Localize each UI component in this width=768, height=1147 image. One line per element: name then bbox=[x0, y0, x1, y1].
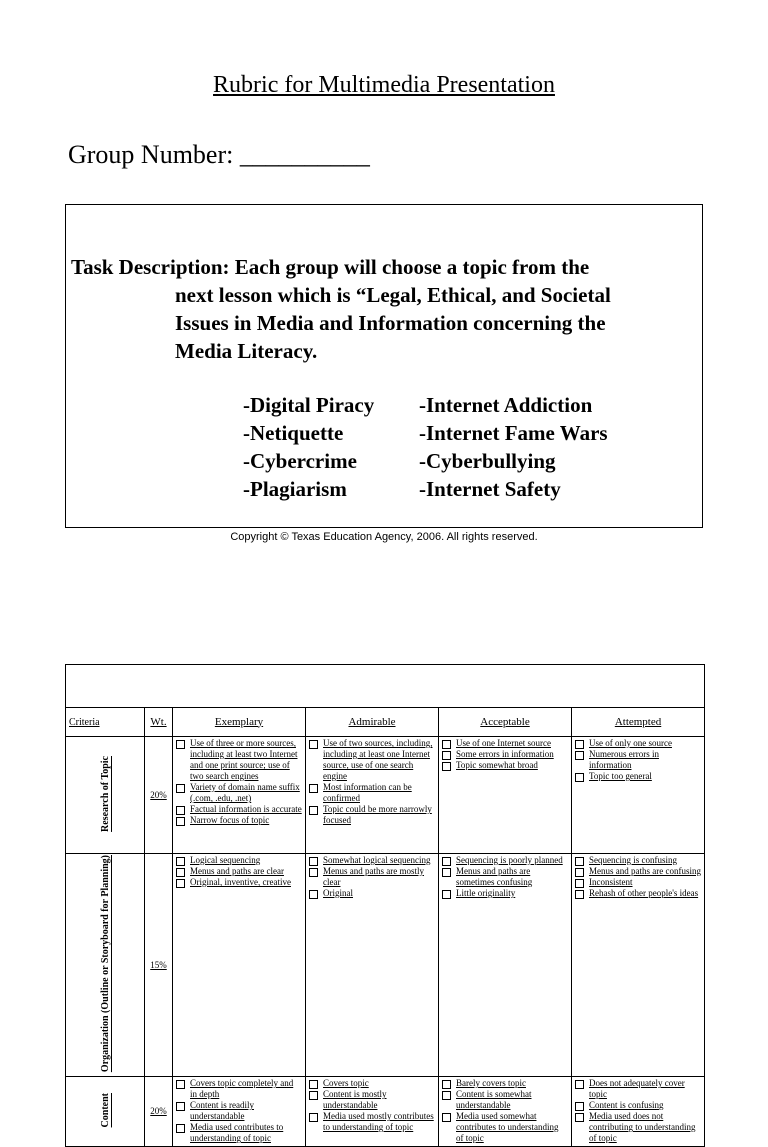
rubric-item-text: Content is somewhat understandable bbox=[456, 1089, 532, 1111]
checkbox-icon[interactable] bbox=[575, 1080, 584, 1089]
task-description-first-line: Task Description: Each group will choose a topic from the bbox=[71, 255, 590, 279]
admirable-header: Admirable bbox=[306, 708, 439, 737]
exemplary-header: Exemplary bbox=[173, 708, 306, 737]
checkbox-icon[interactable] bbox=[309, 784, 318, 793]
checkbox-icon[interactable] bbox=[176, 868, 185, 877]
checkbox-icon[interactable] bbox=[309, 1091, 318, 1100]
rubric-row bbox=[66, 737, 705, 854]
rubric-item bbox=[176, 855, 302, 866]
group-number-label: Group Number: __________ bbox=[68, 140, 370, 169]
checkbox-icon[interactable] bbox=[176, 1102, 185, 1111]
rubric-item bbox=[176, 804, 302, 815]
rubric-cell bbox=[173, 854, 306, 1077]
attempted-header: Attempted bbox=[572, 708, 705, 737]
checkbox-icon[interactable] bbox=[309, 740, 318, 749]
rubric-item bbox=[575, 877, 701, 888]
rubric-item-text: Menus and paths are mostly clear bbox=[323, 866, 424, 887]
rubric-item-text: Sequencing is confusing bbox=[589, 855, 677, 865]
checkbox-icon[interactable] bbox=[176, 1080, 185, 1089]
rubric-item-text: Use of three or more sources, including at least two Internet and one print source; use of two search engines bbox=[190, 738, 298, 781]
rubric-item bbox=[575, 888, 701, 899]
rubric-item-text: Some errors in information bbox=[456, 749, 554, 759]
rubric-item-text: Covers topic bbox=[323, 1078, 369, 1089]
rubric-item bbox=[309, 888, 435, 899]
topic-item: -Internet Safety bbox=[419, 477, 561, 501]
rubric-item-text: Original bbox=[323, 888, 353, 898]
checkbox-icon[interactable] bbox=[309, 868, 318, 877]
rubric-item bbox=[176, 782, 302, 804]
rubric-cell bbox=[572, 854, 705, 1077]
rubric-item-text: Does not adequately cover topic bbox=[589, 1078, 685, 1100]
checkbox-icon[interactable] bbox=[309, 890, 318, 899]
rubric-cell bbox=[306, 854, 439, 1077]
rubric-cell bbox=[572, 1077, 705, 1147]
rubric-item-text: Media used does not contributing to understanding of topic bbox=[589, 1111, 696, 1144]
rubric-item bbox=[442, 1089, 568, 1111]
rubric-item-text: Menus and paths are clear bbox=[190, 866, 284, 876]
checkbox-icon[interactable] bbox=[176, 857, 185, 866]
rubric-item bbox=[575, 1100, 701, 1111]
topic-item: -Cyberbullying bbox=[419, 449, 556, 473]
criteria-header: Criteria bbox=[66, 708, 145, 737]
rubric-item-text: Topic could be more narrowly focused bbox=[323, 804, 432, 825]
rubric-item-text: Menus and paths are confusing bbox=[589, 866, 701, 876]
rubric-cell bbox=[439, 737, 572, 854]
topic-row bbox=[243, 475, 608, 503]
rubric-item-text: Sequencing is poorly planned bbox=[456, 855, 563, 865]
rubric-item-text: Numerous errors in information bbox=[589, 749, 659, 770]
task-line: Media Literacy. bbox=[175, 339, 318, 363]
rubric-item bbox=[442, 749, 568, 760]
rubric-row bbox=[66, 854, 705, 1077]
rubric-item bbox=[442, 760, 568, 771]
rubric-item bbox=[176, 877, 302, 888]
topic-item: -Digital Piracy bbox=[243, 393, 375, 417]
checkbox-icon[interactable] bbox=[442, 857, 451, 866]
rubric-item-text: Original, inventive, creative bbox=[190, 877, 291, 887]
topic-item: -Internet Fame Wars bbox=[419, 421, 608, 445]
task-description-continuation bbox=[175, 281, 695, 365]
rubric-cell bbox=[439, 1077, 572, 1147]
checkbox-icon[interactable] bbox=[176, 879, 185, 888]
rubric-cell bbox=[439, 854, 572, 1077]
topic-item: -Netiquette bbox=[243, 421, 344, 445]
rubric-cell bbox=[306, 737, 439, 854]
weight-header: Wt. bbox=[145, 708, 173, 737]
rubric-item bbox=[309, 1078, 435, 1089]
topic-item: -Internet Addiction bbox=[419, 393, 593, 417]
rubric-item-text: Topic somewhat broad bbox=[456, 760, 538, 770]
task-description-box bbox=[65, 204, 703, 528]
topic-row bbox=[243, 419, 608, 447]
checkbox-icon[interactable] bbox=[442, 890, 451, 899]
rubric-item bbox=[176, 866, 302, 877]
rubric-table bbox=[65, 664, 705, 1147]
rubric-item bbox=[176, 1078, 302, 1100]
weight-cell: 20% bbox=[145, 1077, 173, 1147]
rubric-item bbox=[442, 1078, 568, 1089]
checkbox-icon[interactable] bbox=[575, 857, 584, 866]
rubric-item-text: Covers topic completely and in depth bbox=[190, 1078, 294, 1100]
rubric-item bbox=[176, 815, 302, 826]
criterion-cell bbox=[66, 1077, 145, 1147]
checkbox-icon[interactable] bbox=[575, 751, 584, 760]
rubric-item bbox=[575, 771, 701, 782]
checkbox-icon[interactable] bbox=[442, 1113, 451, 1122]
rubric-item-text: Use of two sources, including, including at least one Internet source, use of one search engine bbox=[323, 738, 433, 781]
rubric-item-text: Rehash of other people's ideas bbox=[589, 888, 699, 898]
rubric-item bbox=[176, 738, 302, 782]
rubric-item bbox=[309, 866, 435, 888]
rubric-item-text: Little originality bbox=[456, 888, 516, 898]
task-line: Issues in Media and Information concerning the bbox=[175, 311, 606, 335]
rubric-item-text: Logical sequencing bbox=[190, 855, 261, 865]
rubric-item-text: Variety of domain name suffix (.com, .edu, .net) bbox=[190, 782, 300, 803]
checkbox-icon[interactable] bbox=[575, 773, 584, 782]
rubric-item-text: Use of one Internet source bbox=[456, 738, 551, 748]
rubric-header-row bbox=[66, 708, 705, 737]
weight-cell: 20% bbox=[145, 737, 173, 854]
criterion-cell bbox=[66, 854, 145, 1077]
rubric-item-text: Narrow focus of topic bbox=[190, 815, 270, 825]
rubric-item bbox=[442, 1111, 568, 1144]
document-title: Rubric for Multimedia Presentation bbox=[213, 72, 555, 98]
rubric-item bbox=[575, 1078, 701, 1100]
topic-list bbox=[243, 391, 608, 503]
rubric-item bbox=[309, 855, 435, 866]
rubric-item bbox=[575, 855, 701, 866]
rubric-blank-row bbox=[66, 665, 705, 708]
checkbox-icon[interactable] bbox=[176, 806, 185, 815]
rubric-item-text: Most information can be confirmed bbox=[323, 782, 412, 803]
topic-item: -Cybercrime bbox=[243, 449, 357, 473]
criterion-label: Organization (Outline or Storyboard for Planning) bbox=[99, 855, 111, 1073]
checkbox-icon[interactable] bbox=[442, 751, 451, 760]
rubric-item-text: Inconsistent bbox=[589, 877, 633, 887]
acceptable-header: Acceptable bbox=[439, 708, 572, 737]
rubric-item bbox=[442, 888, 568, 899]
checkbox-icon[interactable] bbox=[176, 740, 185, 749]
rubric-item bbox=[309, 738, 435, 782]
weight-cell: 15% bbox=[145, 854, 173, 1077]
rubric-item-text: Menus and paths are sometimes confusing bbox=[456, 866, 533, 887]
criterion-cell bbox=[66, 737, 145, 854]
topic-item: -Plagiarism bbox=[243, 477, 347, 501]
checkbox-icon[interactable] bbox=[442, 740, 451, 749]
rubric-cell bbox=[173, 737, 306, 854]
checkbox-icon[interactable] bbox=[442, 1091, 451, 1100]
rubric-cell bbox=[173, 1077, 306, 1147]
checkbox-icon[interactable] bbox=[575, 1113, 584, 1122]
rubric-body bbox=[66, 737, 705, 1147]
copyright-notice: Copyright © Texas Education Agency, 2006. All rights reserved. bbox=[230, 531, 538, 543]
rubric-item-text: Media used contributes to understanding of topic bbox=[190, 1122, 284, 1144]
checkbox-icon[interactable] bbox=[575, 879, 584, 888]
rubric-item bbox=[176, 1100, 302, 1122]
checkbox-icon[interactable] bbox=[309, 857, 318, 866]
rubric-item bbox=[176, 1122, 302, 1144]
checkbox-icon[interactable] bbox=[575, 740, 584, 749]
rubric-row bbox=[66, 1077, 705, 1147]
rubric-item bbox=[309, 1111, 435, 1133]
rubric-item bbox=[309, 1089, 435, 1111]
rubric-item-text: Topic too general bbox=[589, 771, 652, 781]
checkbox-icon[interactable] bbox=[309, 1080, 318, 1089]
rubric-item bbox=[442, 738, 568, 749]
rubric-item bbox=[442, 866, 568, 888]
topic-row bbox=[243, 391, 608, 419]
rubric-item-text: Somewhat logical sequencing bbox=[323, 855, 431, 865]
criterion-label: Content bbox=[99, 1092, 111, 1128]
rubric-item-text: Media used somewhat contributes to understanding of topic bbox=[456, 1111, 559, 1144]
rubric-item-text: Content is mostly understandable bbox=[323, 1089, 387, 1111]
checkbox-icon[interactable] bbox=[442, 868, 451, 877]
rubric-item bbox=[575, 866, 701, 877]
rubric-item-text: Content is readily understandable bbox=[190, 1100, 254, 1122]
rubric-cell bbox=[306, 1077, 439, 1147]
checkbox-icon[interactable] bbox=[575, 868, 584, 877]
rubric-item-text: Media used mostly contributes to understanding of topic bbox=[323, 1111, 434, 1133]
checkbox-icon[interactable] bbox=[442, 762, 451, 771]
checkbox-icon[interactable] bbox=[442, 1080, 451, 1089]
checkbox-icon[interactable] bbox=[309, 1113, 318, 1122]
rubric-item bbox=[309, 782, 435, 804]
checkbox-icon[interactable] bbox=[575, 890, 584, 899]
checkbox-icon[interactable] bbox=[575, 1102, 584, 1111]
checkbox-icon[interactable] bbox=[176, 1124, 185, 1133]
checkbox-icon[interactable] bbox=[176, 817, 185, 826]
rubric-item bbox=[575, 738, 701, 749]
checkbox-icon[interactable] bbox=[309, 806, 318, 815]
rubric-item bbox=[309, 804, 435, 826]
task-line: next lesson which is “Legal, Ethical, and Societal bbox=[175, 283, 611, 307]
rubric-item-text: Use of only one source bbox=[589, 738, 672, 748]
rubric-item bbox=[575, 749, 701, 771]
rubric-item-text: Barely covers topic bbox=[456, 1078, 526, 1089]
rubric-item-text: Content is confusing bbox=[589, 1100, 664, 1111]
rubric-item bbox=[575, 1111, 701, 1144]
topic-row bbox=[243, 447, 608, 475]
criterion-label: Research of Topic bbox=[99, 755, 111, 832]
rubric-item bbox=[442, 855, 568, 866]
rubric-cell bbox=[572, 737, 705, 854]
rubric-item-text: Factual information is accurate bbox=[190, 804, 302, 814]
checkbox-icon[interactable] bbox=[176, 784, 185, 793]
